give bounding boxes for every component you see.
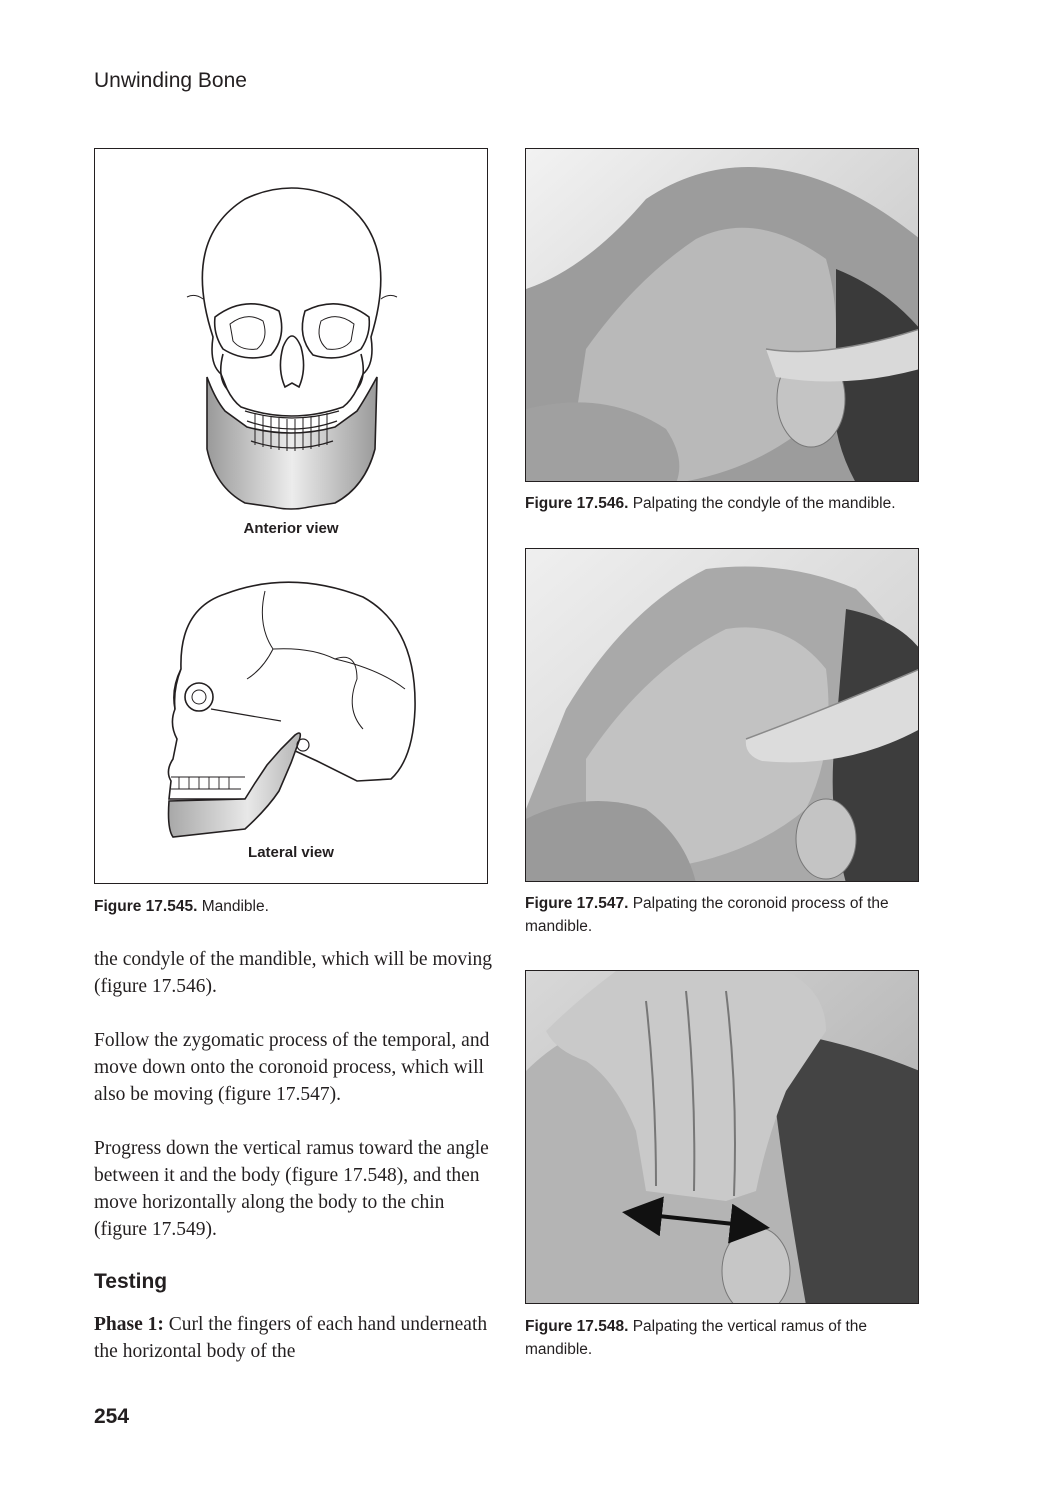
anterior-skull-drawing (187, 188, 397, 509)
phase-1-paragraph (94, 1311, 494, 1392)
skull-illustrations (95, 149, 489, 885)
body-text (94, 946, 494, 1270)
figure-547-caption-label: Figure 17.547. (525, 895, 629, 912)
running-head: Unwinding Bone (94, 69, 247, 92)
mandible-figure (94, 148, 488, 884)
body-paragraph-3: Progress down the vertical ramus toward the angle between it and the body (figure 17.548), and then move horizontally along the body to the chin (figure 17.549). (94, 1138, 489, 1240)
figure-545-caption-label: Figure 17.545. (94, 898, 198, 915)
figure-548-photo (525, 970, 919, 1304)
body-paragraph-2: Follow the zygomatic process of the temporal, and move down onto the coronoid process, which will also be moving (figure 17.547). (94, 1030, 490, 1105)
lateral-view-label: Lateral view (248, 844, 334, 861)
figure-545-caption (94, 895, 488, 918)
phase-1-text: Curl the fingers of each hand underneath the horizontal body of the (94, 1314, 488, 1362)
anterior-view-label: Anterior view (243, 520, 339, 537)
figure-546-photo (525, 148, 919, 482)
lateral-skull-drawing (168, 582, 415, 837)
figure-546-caption-text: Palpating the condyle of the mandible. (628, 495, 896, 512)
figure-546-caption-label: Figure 17.546. (525, 495, 629, 512)
condyle-palpation-photo (526, 149, 919, 482)
figure-547-photo (525, 548, 919, 882)
figure-547-caption-text: Palpating the coronoid process of the mandible. (525, 895, 889, 935)
page-number: 254 (94, 1405, 130, 1428)
figure-547-caption (525, 892, 919, 938)
phase-1-label: Phase 1: (94, 1314, 164, 1335)
figure-545-caption-text: Mandible. (197, 898, 269, 915)
figure-548-caption-text: Palpating the vertical ramus of the mandible. (525, 1318, 868, 1358)
body-paragraph-1: the condyle of the mandible, which will be moving (figure 17.546). (94, 949, 493, 997)
figure-548-caption-label: Figure 17.548. (525, 1318, 629, 1335)
figure-546-caption (525, 492, 919, 515)
coronoid-palpation-photo (526, 549, 919, 882)
section-heading: Testing (94, 1270, 168, 1293)
figure-548-caption (525, 1315, 919, 1361)
ramus-palpation-photo (526, 971, 919, 1304)
